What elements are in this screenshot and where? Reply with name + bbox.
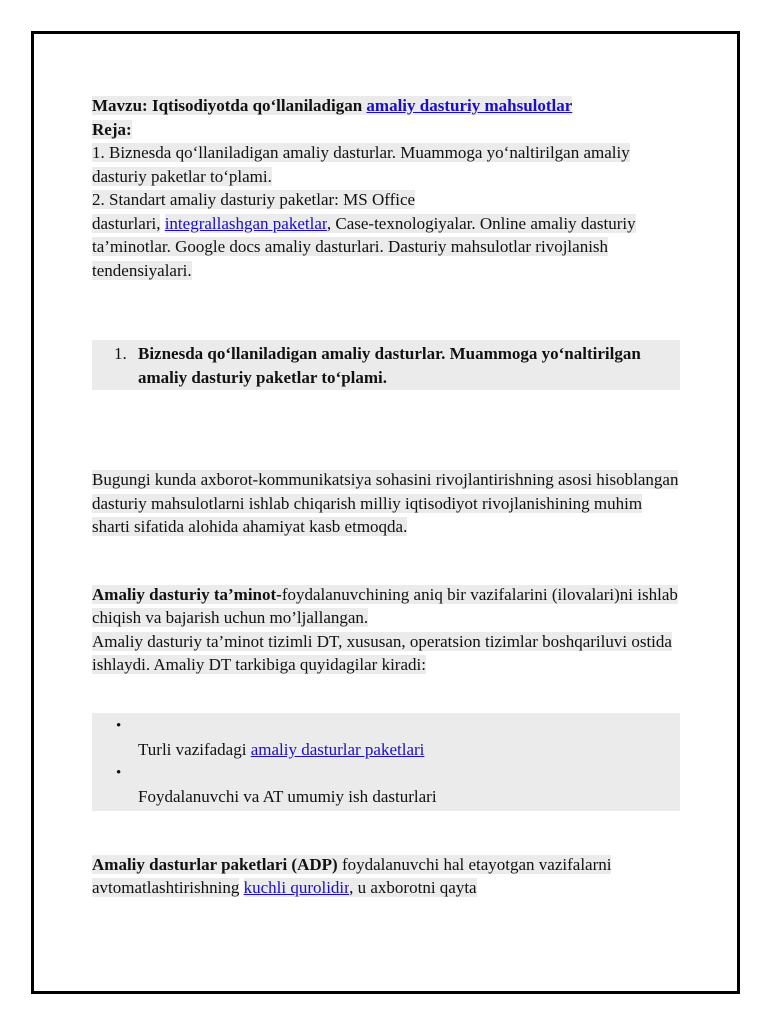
section-heading-1 [92, 340, 680, 390]
topic-line [92, 94, 682, 118]
powerful-tool-link[interactable]: kuchli qurolidir [243, 878, 350, 897]
ads-definition-paragraph: Amaliy dasturiy ta’minot-foydalanuvchining aniq bir vazifalarini (ilovalari)ni ishlab chiqish va bajarish uchun mo’ljallangan. Amaliy dasturiy ta’minot tizimli DT, xususan, operatsion tizimlar boshqariluvi ostida ishlaydi. Amaliy DT tarkibiga quyidagilar kiradi: [92, 584, 678, 674]
plan-item-1: 1. Biznesda qo‘llaniladigan amaliy dasturlar. Muammoga yo‘naltirilgan amaliy dasturiy paketlar to‘plami. [92, 143, 630, 186]
bullet-marker: • [116, 717, 122, 734]
bullet-list [92, 713, 680, 811]
bullet-item-1: Turli vazifadagi amaliy dasturlar paketlari [138, 740, 425, 759]
topic-label: Mavzu: Iqtisodiyotda qo‘llaniladigan [92, 96, 363, 115]
document-page [31, 31, 740, 994]
integrated-packages-link[interactable]: integrallashgan paketlar [164, 213, 327, 233]
app-packages-link[interactable]: amaliy dasturlar paketlari [250, 740, 425, 759]
bullet-item-2: Foydalanuvchi va AT umumiy ish dasturlari [138, 787, 437, 806]
topic-link[interactable]: amaliy dasturiy mahsulotlar [366, 96, 573, 115]
section-number: 1. [114, 344, 127, 363]
document-content [92, 94, 682, 900]
ads-term: Amaliy dasturiy ta’minot- [92, 584, 282, 604]
section-title: Biznesda qo‘llaniladigan amaliy dasturlar. Muammoga yo‘naltirilgan amaliy dasturiy paketlar to‘plami. [138, 344, 641, 387]
adp-term: Amaliy dasturlar paketlari (ADP) [92, 854, 338, 874]
bullet-marker: • [116, 764, 122, 781]
plan-heading: Reja: [92, 119, 132, 139]
adp-paragraph: Amaliy dasturlar paketlari (ADP) foydalanuvchi hal etayotgan vazifalarni avtomatlashtirishning kuchli qurolidir, u axborotni qayta [92, 854, 612, 897]
plan-item-2: 2. Standart amaliy dasturiy paketlar: MS Office dasturlari, integrallashgan paketlar, Case-texnologiyalar. Online amaliy dasturiy ta’minotlar. Google docs amaliy dasturlari. Dasturiy mahsulotlar rivojlanish tendensiyalari. [92, 190, 636, 280]
intro-paragraph: Bugungi kunda axborot-kommunikatsiya sohasini rivojlantirishning asosi hisoblangan dasturiy mahsulotlarni ishlab chiqarish milliy iqtisodiyot rivojlanishining muhim sharti sifatida alohida ahamiyat kasb etmoqda. [92, 470, 679, 536]
